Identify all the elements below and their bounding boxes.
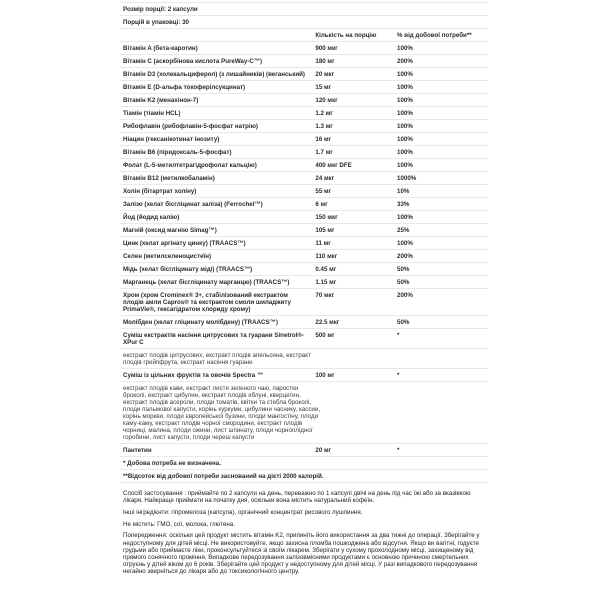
- amount-value: 24 мкг: [315, 174, 335, 182]
- amount-value: 120 мкг: [315, 96, 338, 104]
- nutrient-label: Марганець (хелат бісгліцинату марганцю) (TRAACS™): [123, 278, 290, 286]
- amount-value: 110 мкг: [315, 252, 338, 260]
- nutrient-label: Суміш екстрактів насіння цитрусових та гуарани Sinetrol®-XPur C: [123, 331, 304, 346]
- ingredient-detail-row: [120, 349, 488, 369]
- nutrient-label: Пантетин: [123, 446, 152, 454]
- daily-value-percent: *: [397, 446, 400, 454]
- nutrient-label: Селен (метилселеноцистеїн): [123, 252, 212, 260]
- table-row: [120, 133, 488, 146]
- nutrient-label: Рибофлавін (рибофлавін-5-фосфат натрію): [123, 122, 258, 130]
- daily-value-percent: 100%: [397, 44, 413, 52]
- nutrient-label: Вітамін K2 (менахінон-7): [123, 96, 199, 104]
- table-row: [120, 120, 488, 133]
- daily-value-percent: 50%: [397, 278, 410, 286]
- amount-value: 500 мг: [315, 331, 335, 339]
- ingredient-detail-row: [120, 382, 488, 444]
- table-row: [120, 172, 488, 185]
- amount-value: 105 мг: [315, 226, 335, 234]
- daily-value-percent: 1000%: [397, 174, 417, 182]
- nutrient-label: Залізо (хелат бісгліцинат заліза) (Ferrochel™): [123, 200, 263, 208]
- amount-value: 55 мг: [315, 187, 332, 195]
- nutrient-label: Ніацин (гексанікотинат інозиту): [123, 135, 220, 143]
- daily-value-percent: 200%: [397, 57, 413, 65]
- nutrient-label: Вітамін C (аскорбінова кислота PureWay-C™): [123, 57, 263, 65]
- daily-value-percent: 100%: [397, 109, 413, 117]
- daily-value-percent: 100%: [397, 239, 413, 247]
- ingredient-detail-text: екстракт плодів цитрусових, екстракт плодів апельсина, екстракт плодів грейпфрута, екстракт насіння гуарани: [123, 351, 311, 366]
- footnote-row: [120, 470, 488, 483]
- daily-value-percent: 10%: [397, 187, 410, 195]
- nutrient-label: Йод (йодид калію): [123, 213, 180, 221]
- column-header-amount: Кількість на порцію: [315, 31, 377, 39]
- nutrient-label: Молібден (хелат гліцинату молібдену) (TRAACS™): [123, 318, 278, 326]
- amount-value: 1.7 мг: [315, 148, 333, 156]
- table-row: [120, 107, 488, 120]
- amount-value: 1.15 мг: [315, 278, 337, 286]
- table-row: [120, 81, 488, 94]
- nutrient-label: Фолат (L-5-метилтетрагідрофолат кальцію): [123, 161, 257, 169]
- amount-value: 6 мг: [315, 200, 328, 208]
- table-row: [120, 329, 488, 349]
- daily-value-percent: 25%: [397, 226, 410, 234]
- daily-value-percent: 100%: [397, 70, 413, 78]
- amount-value: 20 мг: [315, 446, 332, 454]
- info-paragraphs: [120, 490, 488, 576]
- table-row: [120, 68, 488, 81]
- table-row: [120, 444, 488, 457]
- amount-value: 11 мг: [315, 239, 331, 247]
- table-row: [120, 224, 488, 237]
- amount-value: 1.2 мг: [315, 109, 333, 117]
- servings-per-container-row: [120, 16, 488, 29]
- table-row: [120, 94, 488, 107]
- amount-value: 180 мг: [315, 57, 335, 65]
- amount-value: 16 мг: [315, 135, 332, 143]
- amount-value: 15 мг: [315, 83, 332, 91]
- amount-value: 0.45 мг: [315, 265, 337, 273]
- serving-size-row: [120, 2, 488, 16]
- amount-value: 150 мкг: [315, 213, 338, 221]
- daily-value-percent: 100%: [397, 135, 413, 143]
- nutrient-rows-container: [120, 42, 488, 457]
- daily-value-percent: 100%: [397, 148, 413, 156]
- amount-value: 20 мкг: [315, 70, 335, 78]
- amount-value: 100 мг: [315, 371, 335, 379]
- nutrient-label: Вітамін D3 (холекальциферол) (з лишайників) (веганський): [123, 70, 305, 78]
- table-row: [120, 263, 488, 276]
- table-row: [120, 316, 488, 329]
- amount-value: 1.3 мг: [315, 122, 333, 130]
- ingredient-detail-text: екстракт плодів кави, екстракт листя зеленого чаю, паростки броколі, екстракт цибулин, екстракт плодів яблуні, кверцетин, екстракт плодів асероли, плоди томатів, квітки та стебла броколі, плоди пальмової капусти, корінь куркуми, цибулини часнику, кассии, корінь моркви, плоди європейської бузини, плоди мангостіну, плоди каму-каму, екстракт плодів чорної смородини, екстракт плодів чорниці, малина, плоди ожини, лист шпинату, плоди чорноплідної горобини, лист капусти, плоди череш капусти: [123, 384, 321, 441]
- table-row: [120, 42, 488, 55]
- daily-value-percent: 100%: [397, 96, 413, 104]
- table-row: [120, 289, 488, 316]
- nutrient-label: Вітамін B12 (метилкобаламін): [123, 174, 215, 182]
- warnings-text: Попередження: оскільки цей продукт містить вітамін K2, припиніть його використання за два тижні до операції. Зберігайте у недоступному для дітей місці. Не використовуйте, якщо захисна пломба пошкоджена або відсутня. Якщо ви вагітні, годуєте грудьми або приймаєте ліки, проконсультуйтеся зі своїм лікарем. Зберігати у сухому прохолодному місці, захищеному від прямого сонячного проміння. Випадкове передозування залізовмісними продуктами є основною причиною смертельних отруєнь у дітей віком до 6 років. Зберігайте цей продукт у недоступному для дітей місці. У разі випадкового передозування негайно зверніться до лікаря або до токсикологічного центру.: [123, 532, 480, 576]
- footnote-daily-value-undetermined: * Добова потреба не визначена.: [123, 459, 221, 467]
- table-row: [120, 237, 488, 250]
- table-row: [120, 146, 488, 159]
- footnote-row: [120, 457, 488, 470]
- daily-value-percent: *: [397, 331, 400, 339]
- amount-value: 70 мкг: [315, 291, 335, 299]
- other-ingredients: Інші інгредієнти: гіпромелоза (капсула), органічний концентрат рисового лушпиння.: [123, 508, 363, 516]
- servings-per-container-text: Порцій в упаковці: 30: [123, 18, 189, 26]
- nutrient-label: Хром (хром Crominex® 3+, стабілізований екстрактом плодів амли Capros® та екстрактом смоли шиладжиту PrimaVie®, гексагідратом хлориду хрому): [123, 291, 291, 313]
- nutrient-label: Вітамін E (D-альфа токоферілсукцинат): [123, 83, 246, 91]
- column-header-row: [120, 29, 488, 42]
- column-header-daily-value: % від добової потреби**: [397, 31, 472, 39]
- table-row: [120, 250, 488, 263]
- table-row: [120, 369, 488, 382]
- daily-value-percent: 200%: [397, 252, 413, 260]
- nutrient-label: Вітамін A (бета-каротин): [123, 44, 198, 52]
- nutrient-label: Тіамін (тіамін HCL): [123, 109, 181, 117]
- amount-value: 22.5 мкг: [315, 318, 340, 326]
- daily-value-percent: *: [397, 371, 400, 379]
- table-row: [120, 211, 488, 224]
- table-row: [120, 55, 488, 68]
- supplement-facts-panel: [120, 2, 488, 580]
- free-of-statement: Не містить: ГМО, сої, молока, глютена.: [123, 520, 235, 528]
- nutrient-label: Суміш із цільних фруктів та овочів Spectra ™: [123, 371, 264, 379]
- footnote-2000-calorie-diet: **Відсоток від добової потреби заснований на дієті 2000 калорій.: [123, 472, 324, 480]
- table-row: [120, 159, 488, 172]
- amount-value: 900 мкг: [315, 44, 338, 52]
- daily-value-percent: 100%: [397, 122, 413, 130]
- table-row: [120, 276, 488, 289]
- daily-value-percent: 200%: [397, 291, 413, 299]
- daily-value-percent: 100%: [397, 161, 413, 169]
- nutrient-label: Вітамін B6 (піридоксаль-5-фосфат): [123, 148, 232, 156]
- nutrient-label: Магній (оксид магнію Simag™): [123, 226, 217, 234]
- daily-value-percent: 50%: [397, 318, 410, 326]
- serving-size-text: Розмір порції: 2 капсули: [123, 5, 198, 13]
- daily-value-percent: 50%: [397, 265, 410, 273]
- table-row: [120, 185, 488, 198]
- daily-value-percent: 100%: [397, 213, 413, 221]
- daily-value-percent: 33%: [397, 200, 410, 208]
- nutrient-label: Холін (бітартрат холіну): [123, 187, 197, 195]
- table-row: [120, 198, 488, 211]
- usage-instructions: Спосіб застосування : приймайте по 2 капсули на день, переважно по 1 капсулі двічі на день під час їжі або за вказівкою лікаря. Найкраще приймати на початку дня, оскільки вона містить натуральний кофеїн.: [123, 490, 471, 505]
- nutrient-label: Мідь (хелат бісгліцинату міді) (TRAACS™): [123, 265, 253, 273]
- amount-value: 400 мкг DFE: [315, 161, 352, 169]
- daily-value-percent: 100%: [397, 83, 413, 91]
- nutrient-label: Цинк (хелат аргінату цинку) (TRAACS™): [123, 239, 246, 247]
